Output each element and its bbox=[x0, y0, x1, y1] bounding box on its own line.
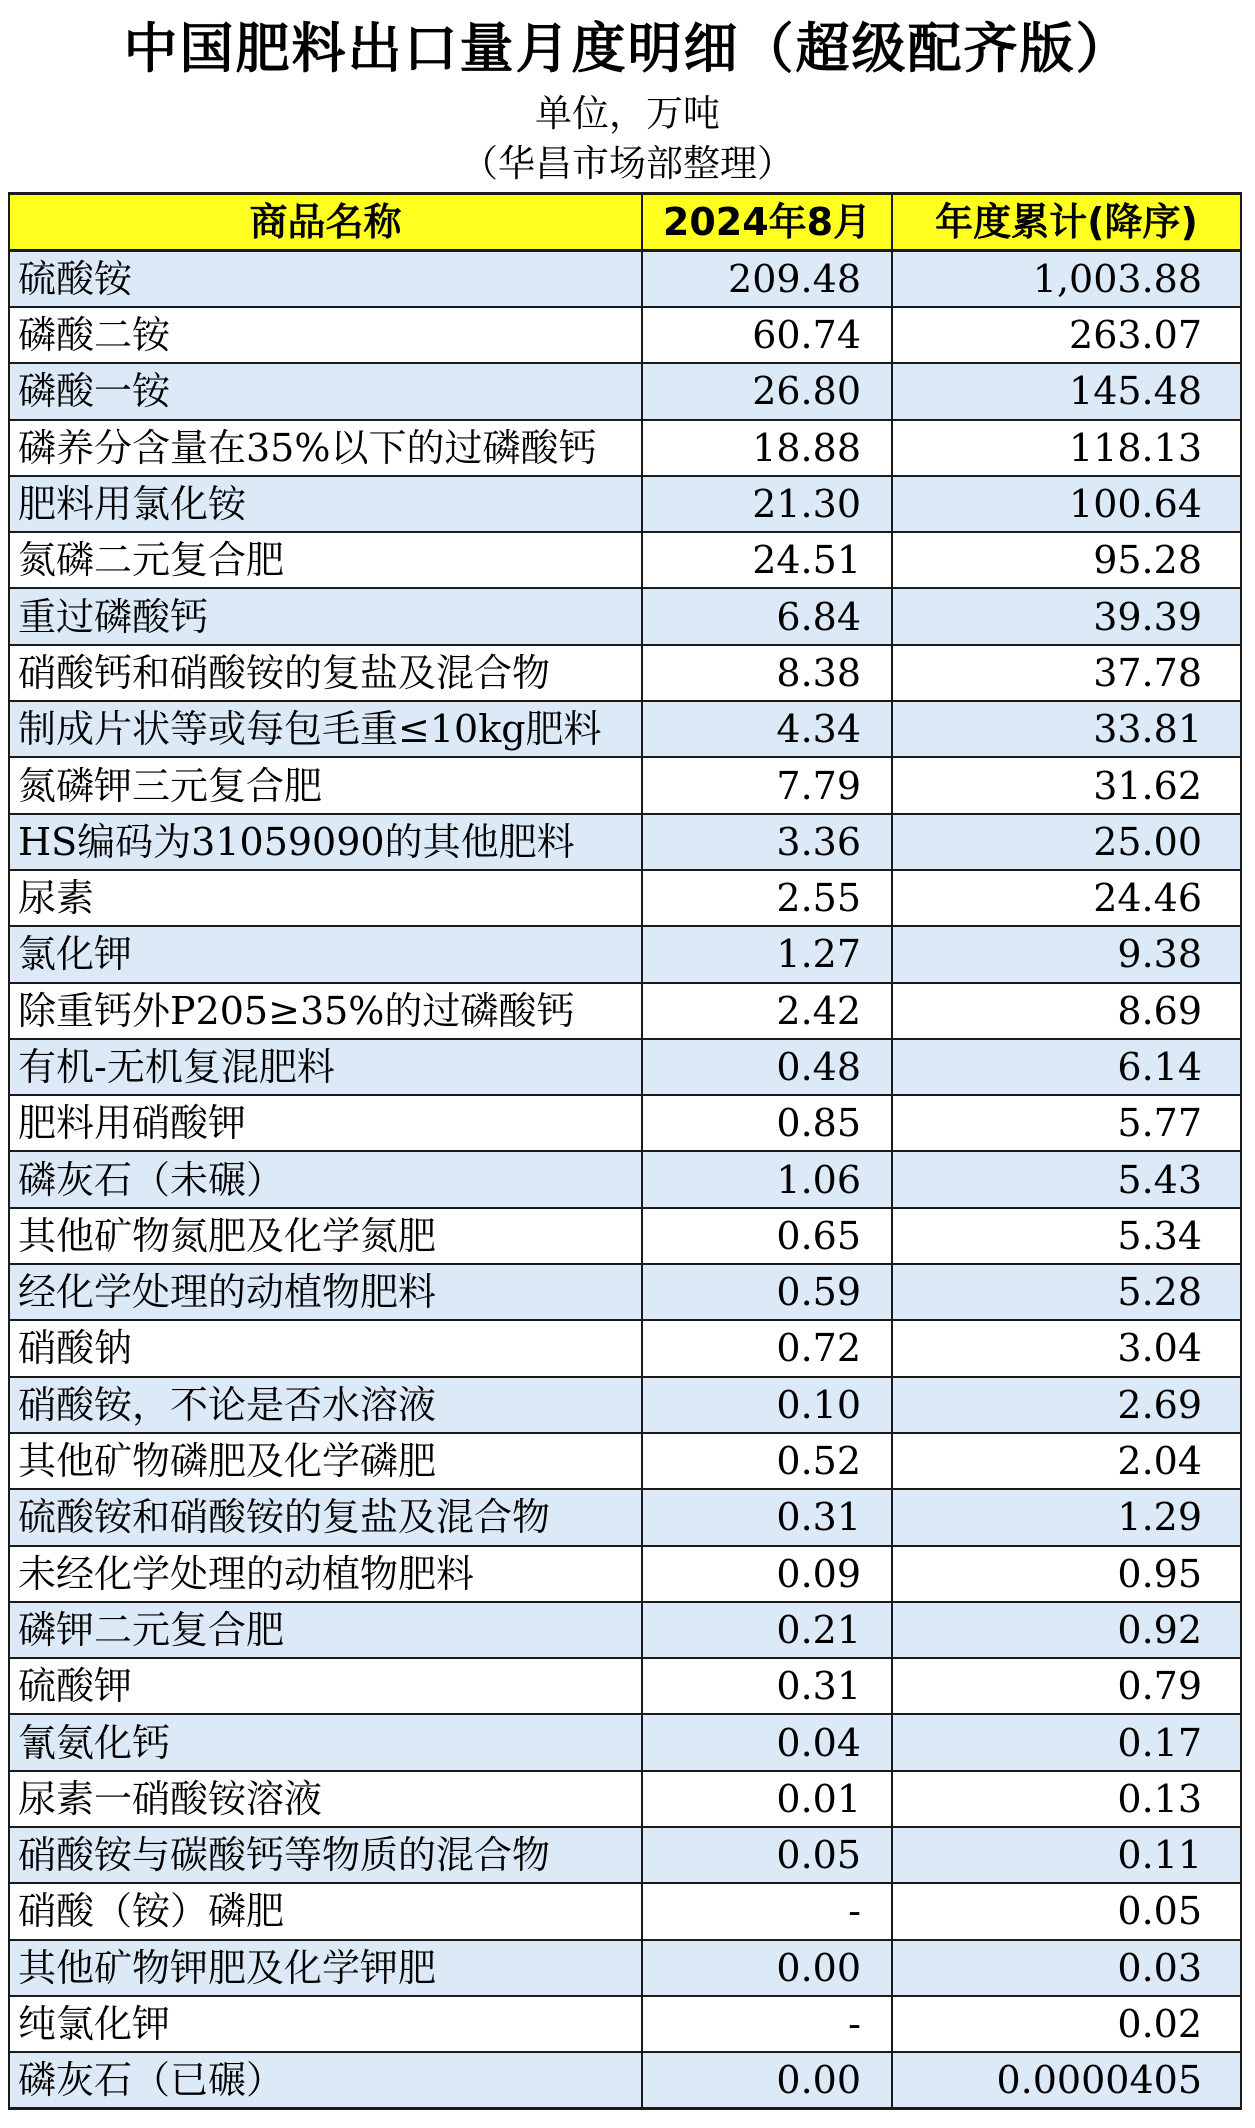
table-row bbox=[9, 983, 1241, 1039]
month-value-cell: 26.80 bbox=[642, 363, 892, 419]
ytd-value-cell: 39.39 bbox=[892, 588, 1241, 644]
month-value-cell: 2.55 bbox=[642, 870, 892, 926]
table-row bbox=[9, 1771, 1241, 1827]
table-row bbox=[9, 1095, 1241, 1151]
month-value-cell: 4.34 bbox=[642, 701, 892, 757]
table-row bbox=[9, 307, 1241, 363]
ytd-value-cell: 5.28 bbox=[892, 1264, 1241, 1320]
table-row bbox=[9, 476, 1241, 532]
product-name-cell: 硫酸铵 bbox=[9, 251, 642, 308]
table-row bbox=[9, 814, 1241, 870]
ytd-value-cell: 0.0000405 bbox=[892, 2052, 1241, 2109]
month-value-cell: 0.04 bbox=[642, 1714, 892, 1770]
month-value-cell: - bbox=[642, 1996, 892, 2052]
product-name-cell: 硫酸钾 bbox=[9, 1658, 642, 1714]
ytd-value-cell: 0.05 bbox=[892, 1883, 1241, 1939]
table-row bbox=[9, 1602, 1241, 1658]
product-name-cell: 制成片状等或每包毛重≤10kg肥料 bbox=[9, 701, 642, 757]
table-row bbox=[9, 1377, 1241, 1433]
table-row bbox=[9, 1546, 1241, 1602]
table-row bbox=[9, 1433, 1241, 1489]
table-row bbox=[9, 588, 1241, 644]
table-row bbox=[9, 645, 1241, 701]
table-header-row bbox=[9, 194, 1241, 251]
table-row bbox=[9, 1208, 1241, 1264]
month-value-cell: 2.42 bbox=[642, 983, 892, 1039]
product-name-cell: 磷养分含量在35%以下的过磷酸钙 bbox=[9, 420, 642, 476]
table-row bbox=[9, 1883, 1241, 1939]
product-name-cell: HS编码为31059090的其他肥料 bbox=[9, 814, 642, 870]
table-row bbox=[9, 1320, 1241, 1376]
product-name-cell: 硝酸钠 bbox=[9, 1320, 642, 1376]
month-value-cell: 0.09 bbox=[642, 1546, 892, 1602]
table-row bbox=[9, 251, 1241, 308]
ytd-value-cell: 25.00 bbox=[892, 814, 1241, 870]
month-value-cell: 6.84 bbox=[642, 588, 892, 644]
ytd-value-cell: 0.95 bbox=[892, 1546, 1241, 1602]
ytd-value-cell: 5.77 bbox=[892, 1095, 1241, 1151]
ytd-value-cell: 0.02 bbox=[892, 1996, 1241, 2052]
month-value-cell: 0.05 bbox=[642, 1827, 892, 1883]
ytd-value-cell: 5.34 bbox=[892, 1208, 1241, 1264]
month-value-cell: 0.31 bbox=[642, 1489, 892, 1545]
ytd-value-cell: 0.13 bbox=[892, 1771, 1241, 1827]
product-name-cell: 有机-无机复混肥料 bbox=[9, 1039, 642, 1095]
table-row bbox=[9, 532, 1241, 588]
product-name-cell: 硝酸（铵）磷肥 bbox=[9, 1883, 642, 1939]
month-value-cell: 0.00 bbox=[642, 1940, 892, 1996]
product-name-cell: 磷灰石（未碾） bbox=[9, 1151, 642, 1207]
product-name-cell: 硫酸铵和硝酸铵的复盐及混合物 bbox=[9, 1489, 642, 1545]
product-name-cell: 磷酸二铵 bbox=[9, 307, 642, 363]
month-value-cell: 0.21 bbox=[642, 1602, 892, 1658]
ytd-value-cell: 2.69 bbox=[892, 1377, 1241, 1433]
product-name-cell: 尿素一硝酸铵溶液 bbox=[9, 1771, 642, 1827]
ytd-value-cell: 8.69 bbox=[892, 983, 1241, 1039]
product-name-cell: 氯化钾 bbox=[9, 926, 642, 982]
product-name-cell: 磷灰石（已碾） bbox=[9, 2052, 642, 2109]
product-name-cell: 磷钾二元复合肥 bbox=[9, 1602, 642, 1658]
page-title: 中国肥料出口量月度明细（超级配齐版） bbox=[123, 17, 1132, 80]
ytd-value-cell: 263.07 bbox=[892, 307, 1241, 363]
ytd-value-cell: 145.48 bbox=[892, 363, 1241, 419]
ytd-value-cell: 33.81 bbox=[892, 701, 1241, 757]
month-value-cell: 0.01 bbox=[642, 1771, 892, 1827]
product-name-cell: 硝酸钙和硝酸铵的复盐及混合物 bbox=[9, 645, 642, 701]
ytd-value-cell: 6.14 bbox=[892, 1039, 1241, 1095]
month-value-cell: 0.00 bbox=[642, 2052, 892, 2109]
product-name-cell: 硝酸铵，不论是否水溶液 bbox=[9, 1377, 642, 1433]
table-row bbox=[9, 1996, 1241, 2052]
table-row bbox=[9, 1714, 1241, 1770]
product-name-cell: 氰氨化钙 bbox=[9, 1714, 642, 1770]
unit-note: 单位，万吨 bbox=[535, 92, 720, 135]
ytd-value-cell: 0.03 bbox=[892, 1940, 1241, 1996]
product-name-cell: 肥料用氯化铵 bbox=[9, 476, 642, 532]
table-row bbox=[9, 1489, 1241, 1545]
ytd-value-cell: 1.29 bbox=[892, 1489, 1241, 1545]
month-value-cell: 0.72 bbox=[642, 1320, 892, 1376]
ytd-value-cell: 0.17 bbox=[892, 1714, 1241, 1770]
table-row bbox=[9, 1264, 1241, 1320]
month-value-cell: 21.30 bbox=[642, 476, 892, 532]
month-value-cell: 1.06 bbox=[642, 1151, 892, 1207]
month-value-cell: 209.48 bbox=[642, 251, 892, 308]
product-name-cell: 重过磷酸钙 bbox=[9, 588, 642, 644]
header-product-name: 商品名称 bbox=[9, 194, 642, 251]
product-name-cell: 其他矿物钾肥及化学钾肥 bbox=[9, 1940, 642, 1996]
month-value-cell: 1.27 bbox=[642, 926, 892, 982]
table-row bbox=[9, 870, 1241, 926]
product-name-cell: 其他矿物氮肥及化学氮肥 bbox=[9, 1208, 642, 1264]
month-value-cell: 8.38 bbox=[642, 645, 892, 701]
ytd-value-cell: 0.79 bbox=[892, 1658, 1241, 1714]
month-value-cell: 0.65 bbox=[642, 1208, 892, 1264]
product-name-cell: 纯氯化钾 bbox=[9, 1996, 642, 2052]
ytd-value-cell: 24.46 bbox=[892, 870, 1241, 926]
product-name-cell: 磷酸一铵 bbox=[9, 363, 642, 419]
product-name-cell: 除重钙外P205≥35%的过磷酸钙 bbox=[9, 983, 642, 1039]
month-value-cell: - bbox=[642, 1883, 892, 1939]
fertilizer-export-table bbox=[8, 192, 1242, 2110]
month-value-cell: 60.74 bbox=[642, 307, 892, 363]
month-value-cell: 7.79 bbox=[642, 757, 892, 813]
month-value-cell: 18.88 bbox=[642, 420, 892, 476]
product-name-cell: 氮磷钾三元复合肥 bbox=[9, 757, 642, 813]
month-value-cell: 3.36 bbox=[642, 814, 892, 870]
ytd-value-cell: 2.04 bbox=[892, 1433, 1241, 1489]
table-row bbox=[9, 1827, 1241, 1883]
table-row bbox=[9, 1151, 1241, 1207]
table-row bbox=[9, 1940, 1241, 1996]
ytd-value-cell: 118.13 bbox=[892, 420, 1241, 476]
ytd-value-cell: 5.43 bbox=[892, 1151, 1241, 1207]
month-value-cell: 0.85 bbox=[642, 1095, 892, 1151]
ytd-value-cell: 100.64 bbox=[892, 476, 1241, 532]
product-name-cell: 经化学处理的动植物肥料 bbox=[9, 1264, 642, 1320]
product-name-cell: 尿素 bbox=[9, 870, 642, 926]
month-value-cell: 24.51 bbox=[642, 532, 892, 588]
table-row bbox=[9, 701, 1241, 757]
month-value-cell: 0.52 bbox=[642, 1433, 892, 1489]
table-row bbox=[9, 1039, 1241, 1095]
ytd-value-cell: 1,003.88 bbox=[892, 251, 1241, 308]
table-row bbox=[9, 926, 1241, 982]
product-name-cell: 肥料用硝酸钾 bbox=[9, 1095, 642, 1151]
ytd-value-cell: 0.11 bbox=[892, 1827, 1241, 1883]
ytd-value-cell: 0.92 bbox=[892, 1602, 1241, 1658]
header-ytd: 年度累计(降序) bbox=[892, 194, 1241, 251]
ytd-value-cell: 95.28 bbox=[892, 532, 1241, 588]
table-body bbox=[9, 251, 1241, 2109]
table-row bbox=[9, 363, 1241, 419]
product-name-cell: 其他矿物磷肥及化学磷肥 bbox=[9, 1433, 642, 1489]
ytd-value-cell: 37.78 bbox=[892, 645, 1241, 701]
product-name-cell: 氮磷二元复合肥 bbox=[9, 532, 642, 588]
ytd-value-cell: 31.62 bbox=[892, 757, 1241, 813]
month-value-cell: 0.48 bbox=[642, 1039, 892, 1095]
table-row bbox=[9, 1658, 1241, 1714]
product-name-cell: 未经化学处理的动植物肥料 bbox=[9, 1546, 642, 1602]
table-row bbox=[9, 757, 1241, 813]
source-note: （华昌市场部整理） bbox=[461, 142, 794, 185]
table-row bbox=[9, 420, 1241, 476]
month-value-cell: 0.31 bbox=[642, 1658, 892, 1714]
month-value-cell: 0.10 bbox=[642, 1377, 892, 1433]
ytd-value-cell: 9.38 bbox=[892, 926, 1241, 982]
header-month: 2024年8月 bbox=[642, 194, 892, 251]
ytd-value-cell: 3.04 bbox=[892, 1320, 1241, 1376]
product-name-cell: 硝酸铵与碳酸钙等物质的混合物 bbox=[9, 1827, 642, 1883]
table-row bbox=[9, 2052, 1241, 2109]
month-value-cell: 0.59 bbox=[642, 1264, 892, 1320]
